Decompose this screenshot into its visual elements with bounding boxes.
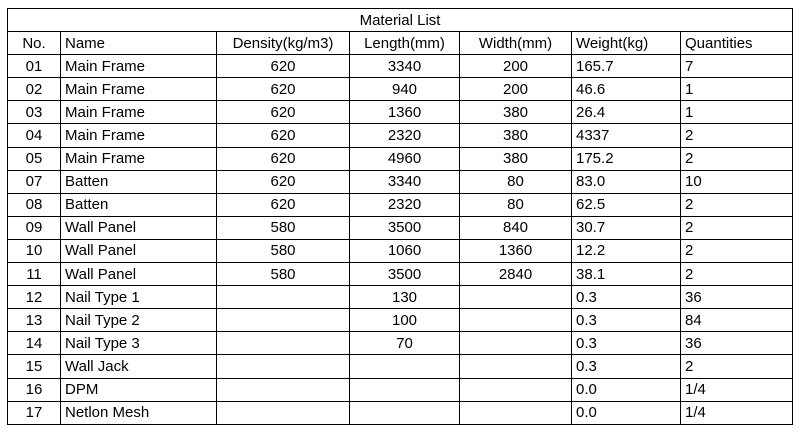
cell-quantity: 2	[681, 263, 793, 286]
cell-weight: 0.3	[572, 355, 681, 378]
cell-length	[350, 401, 460, 424]
cell-no: 02	[8, 78, 61, 101]
cell-no: 03	[8, 101, 61, 124]
cell-name: Main Frame	[61, 78, 217, 101]
header-length: Length(mm)	[350, 32, 460, 55]
cell-no: 04	[8, 124, 61, 147]
title-row	[8, 9, 793, 32]
cell-weight: 175.2	[572, 147, 681, 170]
cell-width: 1360	[460, 239, 572, 262]
cell-length: 940	[350, 78, 460, 101]
cell-no: 17	[8, 401, 61, 424]
table-row	[8, 309, 793, 332]
table-title: Material List	[8, 9, 793, 32]
cell-length: 1360	[350, 101, 460, 124]
cell-length: 2320	[350, 124, 460, 147]
table-row	[8, 332, 793, 355]
table-row	[8, 170, 793, 193]
cell-no: 01	[8, 55, 61, 78]
header-quantities: Quantities	[681, 32, 793, 55]
cell-no: 08	[8, 193, 61, 216]
cell-length: 130	[350, 286, 460, 309]
cell-no: 07	[8, 170, 61, 193]
cell-width	[460, 286, 572, 309]
cell-name: Wall Panel	[61, 239, 217, 262]
cell-quantity: 36	[681, 286, 793, 309]
header-row	[8, 32, 793, 55]
cell-no: 11	[8, 263, 61, 286]
cell-length: 3340	[350, 55, 460, 78]
cell-quantity: 2	[681, 216, 793, 239]
cell-density: 620	[217, 193, 350, 216]
cell-name: Batten	[61, 170, 217, 193]
table-row	[8, 55, 793, 78]
table-row	[8, 193, 793, 216]
cell-quantity: 2	[681, 147, 793, 170]
cell-weight: 30.7	[572, 216, 681, 239]
cell-density	[217, 332, 350, 355]
cell-density: 620	[217, 55, 350, 78]
cell-density	[217, 286, 350, 309]
table-row	[8, 216, 793, 239]
cell-length: 3340	[350, 170, 460, 193]
cell-width	[460, 332, 572, 355]
cell-weight: 46.6	[572, 78, 681, 101]
cell-name: Main Frame	[61, 101, 217, 124]
cell-width: 80	[460, 193, 572, 216]
cell-weight: 26.4	[572, 101, 681, 124]
cell-name: DPM	[61, 378, 217, 401]
cell-density: 620	[217, 170, 350, 193]
table-row	[8, 378, 793, 401]
material-list-table	[7, 8, 793, 425]
cell-no: 09	[8, 216, 61, 239]
cell-weight: 0.3	[572, 332, 681, 355]
cell-width: 2840	[460, 263, 572, 286]
cell-weight: 12.2	[572, 239, 681, 262]
cell-name: Netlon Mesh	[61, 401, 217, 424]
cell-quantity: 1	[681, 78, 793, 101]
cell-density: 580	[217, 263, 350, 286]
cell-density	[217, 309, 350, 332]
cell-quantity: 2	[681, 124, 793, 147]
table-row	[8, 124, 793, 147]
cell-weight: 62.5	[572, 193, 681, 216]
cell-weight: 83.0	[572, 170, 681, 193]
cell-name: Wall Panel	[61, 216, 217, 239]
table-body	[8, 55, 793, 425]
table-row	[8, 286, 793, 309]
cell-width: 380	[460, 124, 572, 147]
cell-name: Main Frame	[61, 55, 217, 78]
cell-density: 620	[217, 147, 350, 170]
cell-width	[460, 401, 572, 424]
cell-quantity: 10	[681, 170, 793, 193]
cell-no: 13	[8, 309, 61, 332]
cell-quantity: 7	[681, 55, 793, 78]
cell-density	[217, 355, 350, 378]
cell-name: Nail Type 1	[61, 286, 217, 309]
cell-name: Main Frame	[61, 147, 217, 170]
cell-weight: 0.0	[572, 401, 681, 424]
cell-width: 80	[460, 170, 572, 193]
cell-length: 100	[350, 309, 460, 332]
cell-name: Nail Type 3	[61, 332, 217, 355]
table-row	[8, 401, 793, 424]
cell-no: 10	[8, 239, 61, 262]
cell-quantity: 1/4	[681, 378, 793, 401]
cell-no: 12	[8, 286, 61, 309]
cell-quantity: 84	[681, 309, 793, 332]
cell-width: 200	[460, 78, 572, 101]
cell-length	[350, 378, 460, 401]
cell-quantity: 2	[681, 355, 793, 378]
cell-no: 05	[8, 147, 61, 170]
cell-quantity: 2	[681, 239, 793, 262]
cell-quantity: 36	[681, 332, 793, 355]
table-row	[8, 101, 793, 124]
cell-width: 840	[460, 216, 572, 239]
cell-width	[460, 309, 572, 332]
header-width: Width(mm)	[460, 32, 572, 55]
cell-density: 620	[217, 78, 350, 101]
cell-name: Nail Type 2	[61, 309, 217, 332]
cell-weight: 0.0	[572, 378, 681, 401]
cell-name: Wall Panel	[61, 263, 217, 286]
cell-density: 580	[217, 216, 350, 239]
cell-width: 380	[460, 147, 572, 170]
cell-density	[217, 401, 350, 424]
table-row	[8, 263, 793, 286]
cell-width: 380	[460, 101, 572, 124]
cell-weight: 0.3	[572, 309, 681, 332]
header-density: Density(kg/m3)	[217, 32, 350, 55]
cell-length: 3500	[350, 263, 460, 286]
header-no: No.	[8, 32, 61, 55]
cell-name: Wall Jack	[61, 355, 217, 378]
table-row	[8, 355, 793, 378]
table-row	[8, 78, 793, 101]
cell-no: 14	[8, 332, 61, 355]
cell-length: 4960	[350, 147, 460, 170]
cell-density: 620	[217, 124, 350, 147]
cell-width: 200	[460, 55, 572, 78]
header-weight: Weight(kg)	[572, 32, 681, 55]
header-name: Name	[61, 32, 217, 55]
cell-weight: 38.1	[572, 263, 681, 286]
cell-length: 3500	[350, 216, 460, 239]
cell-quantity: 1/4	[681, 401, 793, 424]
cell-no: 15	[8, 355, 61, 378]
cell-length	[350, 355, 460, 378]
cell-weight: 4337	[572, 124, 681, 147]
cell-width	[460, 355, 572, 378]
cell-length: 2320	[350, 193, 460, 216]
cell-density	[217, 378, 350, 401]
cell-length: 70	[350, 332, 460, 355]
cell-density: 620	[217, 101, 350, 124]
cell-name: Main Frame	[61, 124, 217, 147]
cell-name: Batten	[61, 193, 217, 216]
cell-width	[460, 378, 572, 401]
cell-no: 16	[8, 378, 61, 401]
cell-density: 580	[217, 239, 350, 262]
cell-length: 1060	[350, 239, 460, 262]
cell-quantity: 1	[681, 101, 793, 124]
cell-weight: 0.3	[572, 286, 681, 309]
table-row	[8, 239, 793, 262]
cell-weight: 165.7	[572, 55, 681, 78]
cell-quantity: 2	[681, 193, 793, 216]
table-row	[8, 147, 793, 170]
